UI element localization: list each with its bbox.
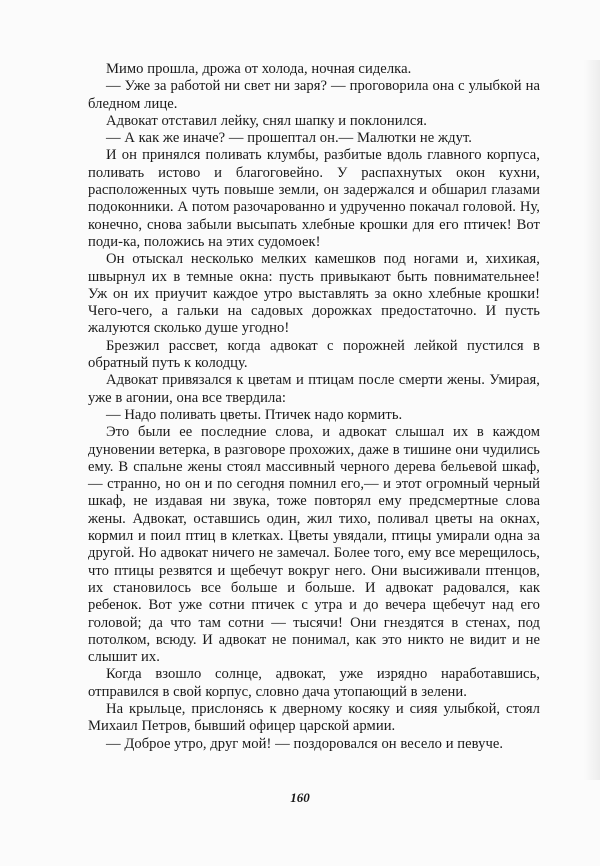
paragraph: Адвокат отставил лейку, снял шапку и поклонился. bbox=[106, 112, 427, 129]
paragraph: — Надо поливать цветы. Птичек надо кормить. bbox=[106, 406, 403, 423]
paragraph: Мимо прошла, дрожа от холода, ночная сиделка. bbox=[106, 61, 412, 77]
facing-page-edge bbox=[584, 60, 600, 780]
paragraph: Когда взошло солнце, адвокат, уже изрядно наработавшись, отправился в свой корпус, словно дача утопающий в зелени. bbox=[88, 666, 540, 700]
paragraph: — А как же иначе? — прошептал он.— Малютки не ждут. bbox=[106, 130, 472, 147]
paragraph: Брезжил рассвет, когда адвокат с порожней лейкой пустился в обратный путь к колодцу. bbox=[88, 337, 540, 372]
page-number: 160 bbox=[290, 790, 310, 805]
paragraph: — Уже за работой ни свет ни заря? — проговорила она с улыбкой на бледном лице. bbox=[88, 78, 540, 112]
paragraph: И он принялся поливать клумбы, разбитые вдоль главного корпуса, поливать истово и благоговейно. У распахнутых окон кухни, расположенных чуть повыше земли, он задержался и обшарил глазами подоконники. А потом разочарованно и удрученно покачал головой. Ну, конечно, снова забыли высыпать хлебные крошки для его птичек! Вот поди-ка, положись на этих судомоек! bbox=[88, 147, 540, 250]
paragraph: Адвокат привязался к цветам и птицам после смерти жены. Умирая, уже в агонии, она все твердила: bbox=[88, 372, 540, 406]
paragraph: На крыльце, прислонясь к дверному косяку и сияя улыбкой, стоял Михаил Петров, бывший офицер царской армии. bbox=[88, 700, 540, 735]
body-text bbox=[88, 61, 540, 753]
paragraph: Это были ее последние слова, и адвокат слышал их в каждом дуновении ветерка, в разговоре прохожих, даже в тишине они чудились ему. В спальне жены стоял массивный черного дерева бельевой шкаф,— странно, но он и по сегодня помнил его,— и этот огромный черный шкаф, не издавая ни звука, тоже повторял ему предсмертные слова жены. Адвокат, оставшись один, жил тихо, поливал цветы на окнах, кормил и поил птиц в клетках. Цветы увядали, птицы умирали одна за другой. Но адвокат ничего не замечал. Более того, ему все мерещилось, что птицы резвятся и щебечут вокруг него. Они высиживали птенцов, их становилось все больше и больше. И адвокат радовался, как ребенок. Вот уже сотни птичек с утра и до вечера щебечут над его головой; да что там сотни — тысячи! Они гнездятся в стенах, под потолком, всюду. И адвокат не понимал, как это никто не видит и не слышит их. bbox=[88, 424, 540, 666]
paragraph: Он отыскал несколько мелких камешков под ногами и, хихикая, швырнул их в темные окна: пусть привыкают быть повнимательнее! Уж он их приучит каждое утро выставлять за окно хлебные крошки! Чего-чего, а гальки на садовых дорожках предостаточно. И пусть жалуются сколько душе угодно! bbox=[88, 251, 540, 337]
paragraph: — Доброе утро, друг мой! — поздоровался он весело и певуче. bbox=[106, 735, 504, 752]
